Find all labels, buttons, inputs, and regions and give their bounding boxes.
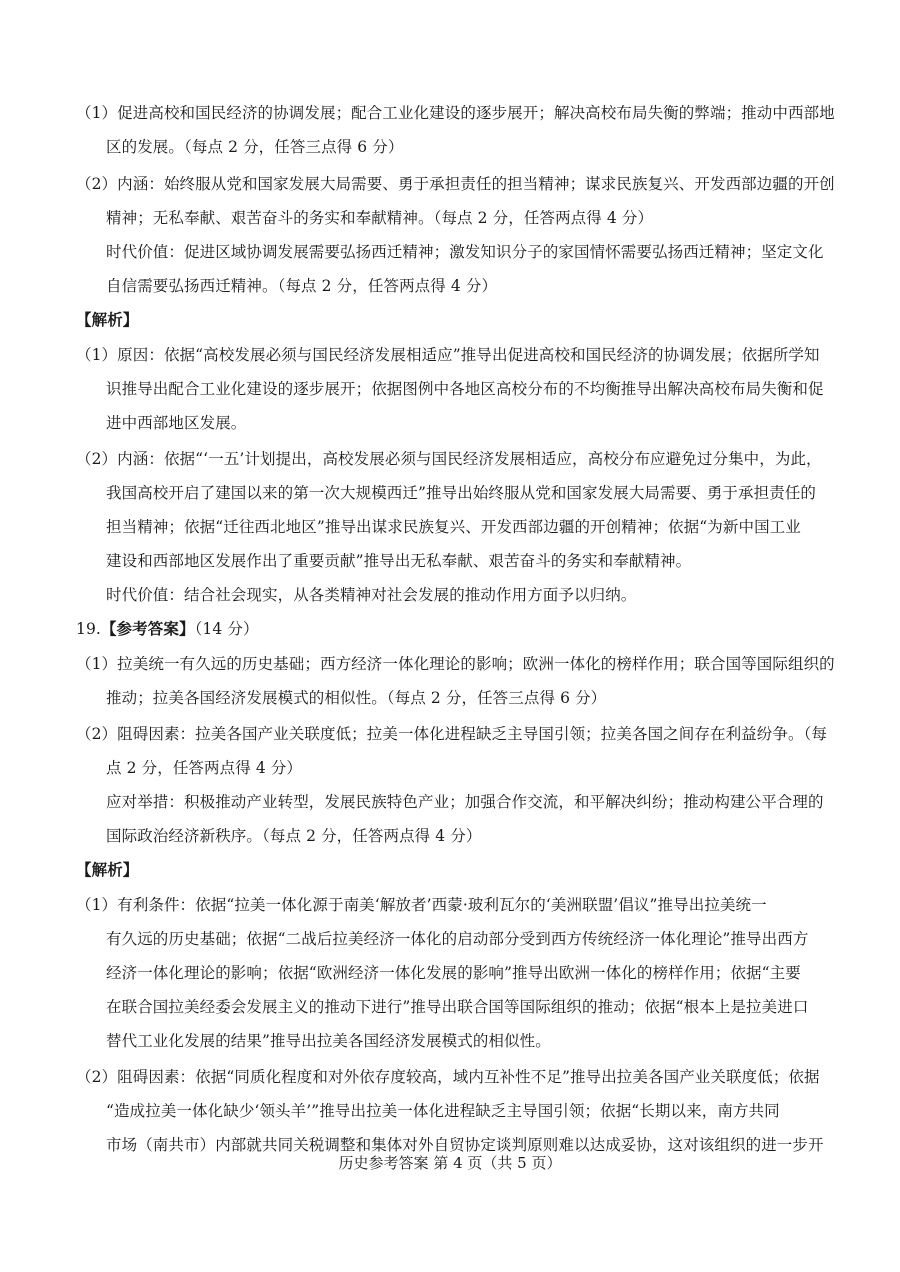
section-heading: 【解析】: [76, 310, 139, 329]
text-line: （2）内涵：始终服从党和国家发展大局需要、勇于承担责任的担当精神；谋求民族复兴、开发西部边疆的开创: [76, 175, 835, 193]
text-line: 点 2 分，任答两点得 4 分）: [106, 759, 303, 777]
text-line: 时代价值：促进区域协调发展需要弘扬西迁精神；激发知识分子的家国情怀需要弘扬西迁精神；坚定文化: [106, 243, 824, 261]
text-line: 替代工业化发展的结果”推导出拉美各国经济发展模式的相似性。: [106, 1032, 551, 1050]
text-line: （1）有利条件：依据“拉美一体化源于南美‘解放者’西蒙·玻利瓦尔的‘美洲联盟’倡议”推导出拉美统一: [76, 896, 767, 914]
text-line: 区的发展。（每点 2 分，任答三点得 6 分）: [106, 138, 404, 156]
text-line: 识推导出配合工业化建设的逐步展开；依据图例中各地区高校分布的不均衡推导出解决高校布局失衡和促: [106, 380, 824, 398]
text-line: 在联合国拉美经委会发展主义的推动下进行”推导出联合国等国际组织的推动；依据“根本上是拉美进口: [106, 998, 809, 1016]
text-line: 推动；拉美各国经济发展模式的相似性。（每点 2 分，任答三点得 6 分）: [106, 689, 607, 707]
text-line: 经济一体化理论的影响；依据“欧洲经济一体化发展的影响”推导出欧洲一体化的榜样作用；依据“主要: [106, 964, 801, 982]
text-line: （2）阻碍因素：依据“同质化程度和对外依存度较高，域内互补性不足”推导出拉美各国产业关联度低；依据: [76, 1068, 820, 1086]
text-line: 时代价值：结合社会现实，从各类精神对社会发展的推动作用方面予以归纳。: [106, 586, 637, 604]
text-line: 应对举措：积极推动产业转型，发展民族特色产业；加强合作交流，和平解决纠纷；推动构建公平合理的: [106, 793, 824, 811]
text-line: “造成拉美一体化缺少‘领头羊’”推导出拉美一体化进程缺乏主导国引领；依据“长期以来，南方共同: [106, 1102, 780, 1120]
text-line: 自信需要弘扬西迁精神。（每点 2 分，任答两点得 4 分）: [106, 277, 498, 295]
text-line: 进中西部地区发展。: [106, 414, 247, 432]
text-line: （2）内涵：依据“‘一五’计划提出，高校发展必须与国民经济发展相适应，高校分布应避免过分集中，为此，: [76, 450, 822, 468]
text-line: （2）阻碍因素：拉美各国产业关联度低；拉美一体化进程缺乏主导国引领；拉美各国之间存在利益纷争。（每: [76, 725, 828, 743]
text-line: （1）拉美统一有久远的历史基础；西方经济一体化理论的影响；欧洲一体化的榜样作用；联合国等国际组织的: [76, 655, 835, 673]
text-line: 我国高校开启了建国以来的第一次大规模西迁”推导出始终服从党和国家发展大局需要、勇于承担责任的: [106, 484, 817, 502]
text-line: 有久远的历史基础；依据“二战后拉美经济一体化的启动部分受到西方传统经济一体化理论”推导出西方: [106, 930, 809, 948]
text-line: 担当精神；依据“迁往西北地区”推导出谋求民族复兴、开发西部边疆的开创精神；依据“为新中国工业: [106, 518, 801, 536]
text-line: （1）促进高校和国民经济的协调发展；配合工业化建设的逐步展开；解决高校布局失衡的弊端；推动中西部地: [76, 104, 835, 122]
text-line: 精神；无私奉献、艰苦奋斗的务实和奉献精神。（每点 2 分，任答两点得 4 分）: [106, 209, 654, 227]
text-line: 国际政治经济新秩序。（每点 2 分，任答两点得 4 分）: [106, 827, 482, 845]
section-heading: 【解析】: [76, 860, 139, 879]
text-line: （1）原因：依据“高校发展必须与国民经济发展相适应”推导出促进高校和国民经济的协调发展；依据所学知: [76, 346, 820, 364]
text-line: 市场（南共市）内部就共同关税调整和集体对外自贸协定谈判原则难以达成妥协，这对该组织的进一步开: [106, 1136, 824, 1154]
answer-heading: 【参考答案】: [100, 619, 195, 638]
page-footer: 历史参考答案 第 4 页（共 5 页）: [338, 1154, 562, 1172]
text-line: 19.【参考答案】（14 分）: [76, 619, 259, 638]
text-line: 建设和西部地区发展作出了重要贡献”推导出无私奉献、艰苦奋斗的务实和奉献精神。: [106, 552, 692, 570]
